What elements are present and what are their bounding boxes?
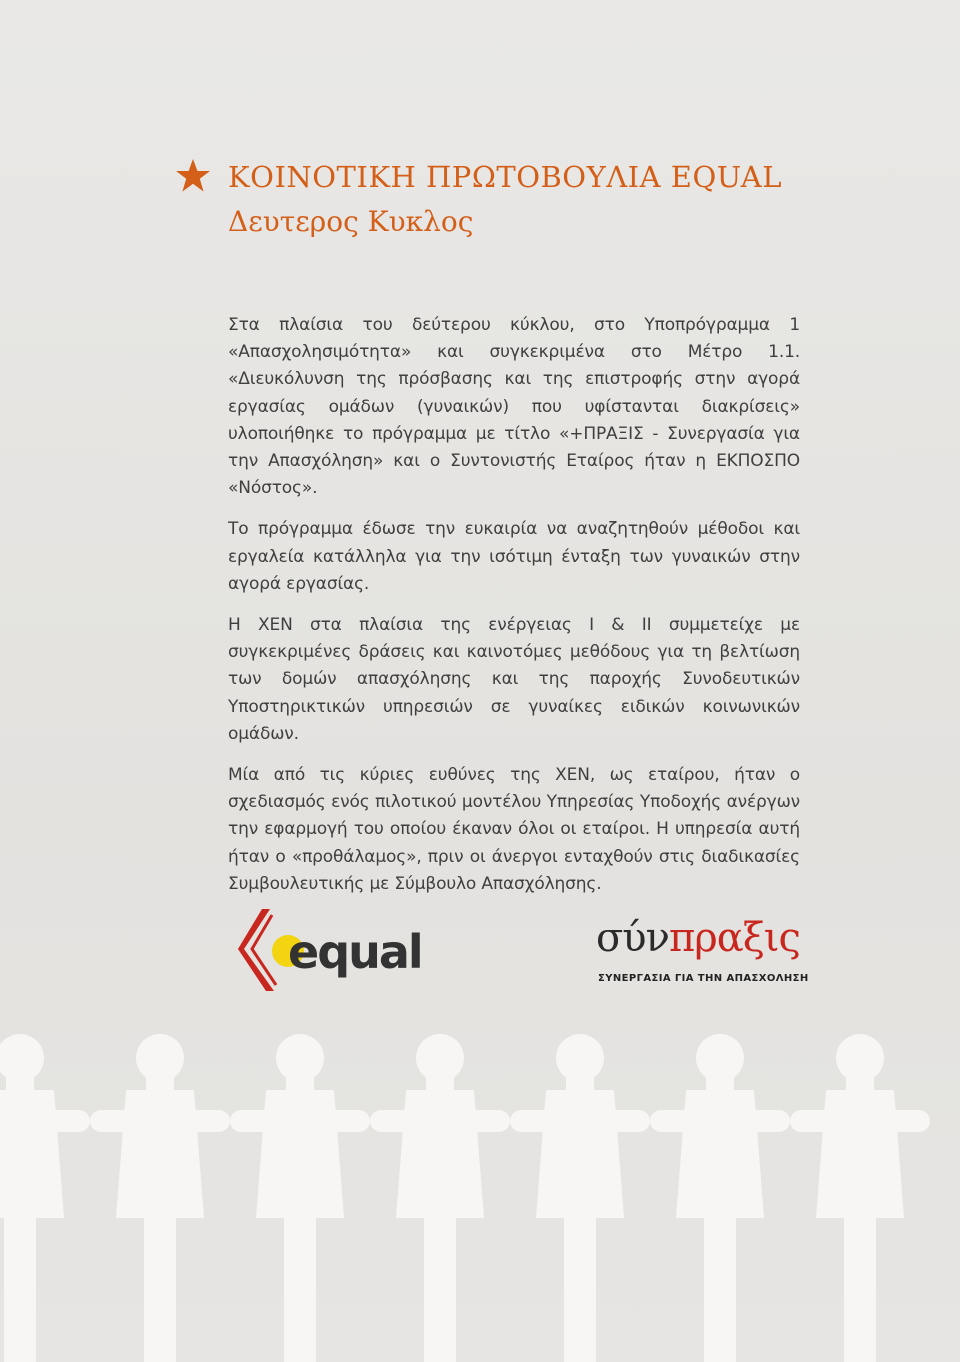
synpraxis-logo (596, 915, 809, 995)
equal-logo-word: equal (288, 925, 422, 979)
page-title: ΚΟΙΝΟΤΙΚΗ ΠΡΩΤΟΒΟΥΛΙΑ EQUAL (228, 160, 782, 194)
body-text (228, 312, 800, 912)
paragraph: Στα πλαίσια του δεύτερου κύκλου, στο Υποπρόγραμμα 1 «Απασχολησιμότητα» και συγκεκριμένα στο Μέτρο 1.1. «Διευκόλυνση της πρόσβασης και της επιστροφής στην αγορά εργασίας ομάδων (γυναικών) που υφίστανται διακρίσεις» υλοποιήθηκε το πρόγραμμα με τίτλο «+ΠΡΑΞΙΣ - Συνεργασία για την Απασχόληση» και ο Συντονιστής Εταίρος ήταν η ΕΚΠΟΣΠΟ «Νόστος». (228, 315, 800, 499)
star-icon (175, 158, 211, 194)
page-subtitle: Δευτερος Κυκλος (228, 205, 474, 238)
paragraph: Το πρόγραμμα έδωσε την ευκαιρία να αναζητηθούν μέθοδοι και εργαλεία κατάλληλα για την ισότιμη ένταξη των γυναικών στην αγορά εργασίας. (228, 519, 800, 594)
synpraxis-logo-word (596, 915, 800, 961)
paper-doll-chain-icon (0, 1018, 960, 1362)
synpraxis-word-dark: σύν (596, 915, 669, 961)
synpraxis-word-red: πραξις (668, 915, 800, 961)
synpraxis-tagline: ΣΥΝΕΡΓΑΣΙΑ ΓΙΑ ΤΗΝ ΑΠΑΣΧΟΛΗΣΗ (598, 973, 809, 984)
equal-logo (238, 905, 438, 995)
paragraph: Μία από τις κύριες ευθύνες της ΧΕΝ, ως εταίρου, ήταν ο σχεδιασμός ενός πιλοτικού μοντέλου Υπηρεσίας Υποδοχής ανέργων την εφαρμογή του οποίου έκαναν όλοι οι εταίροι. Η υπηρεσία αυτή ήταν ο «προθάλαμος», πριν οι άνεργοι ενταχθούν στις διαδικασίες Συμβουλευτικής με Σύμβουλο Απασχόλησης. (228, 765, 800, 894)
paragraph: Η ΧΕΝ στα πλαίσια της ενέργειας Ι & ΙΙ συμμετείχε με συγκεκριμένες δράσεις και καινοτόμες μεθόδους για τη βελτίωση των δομών απασχόλησης και της παροχής Συνοδευτικών Υποστηρικτικών υπηρεσιών σε γυναίκες ειδικών κοινωνικών ομάδων. (228, 615, 800, 744)
